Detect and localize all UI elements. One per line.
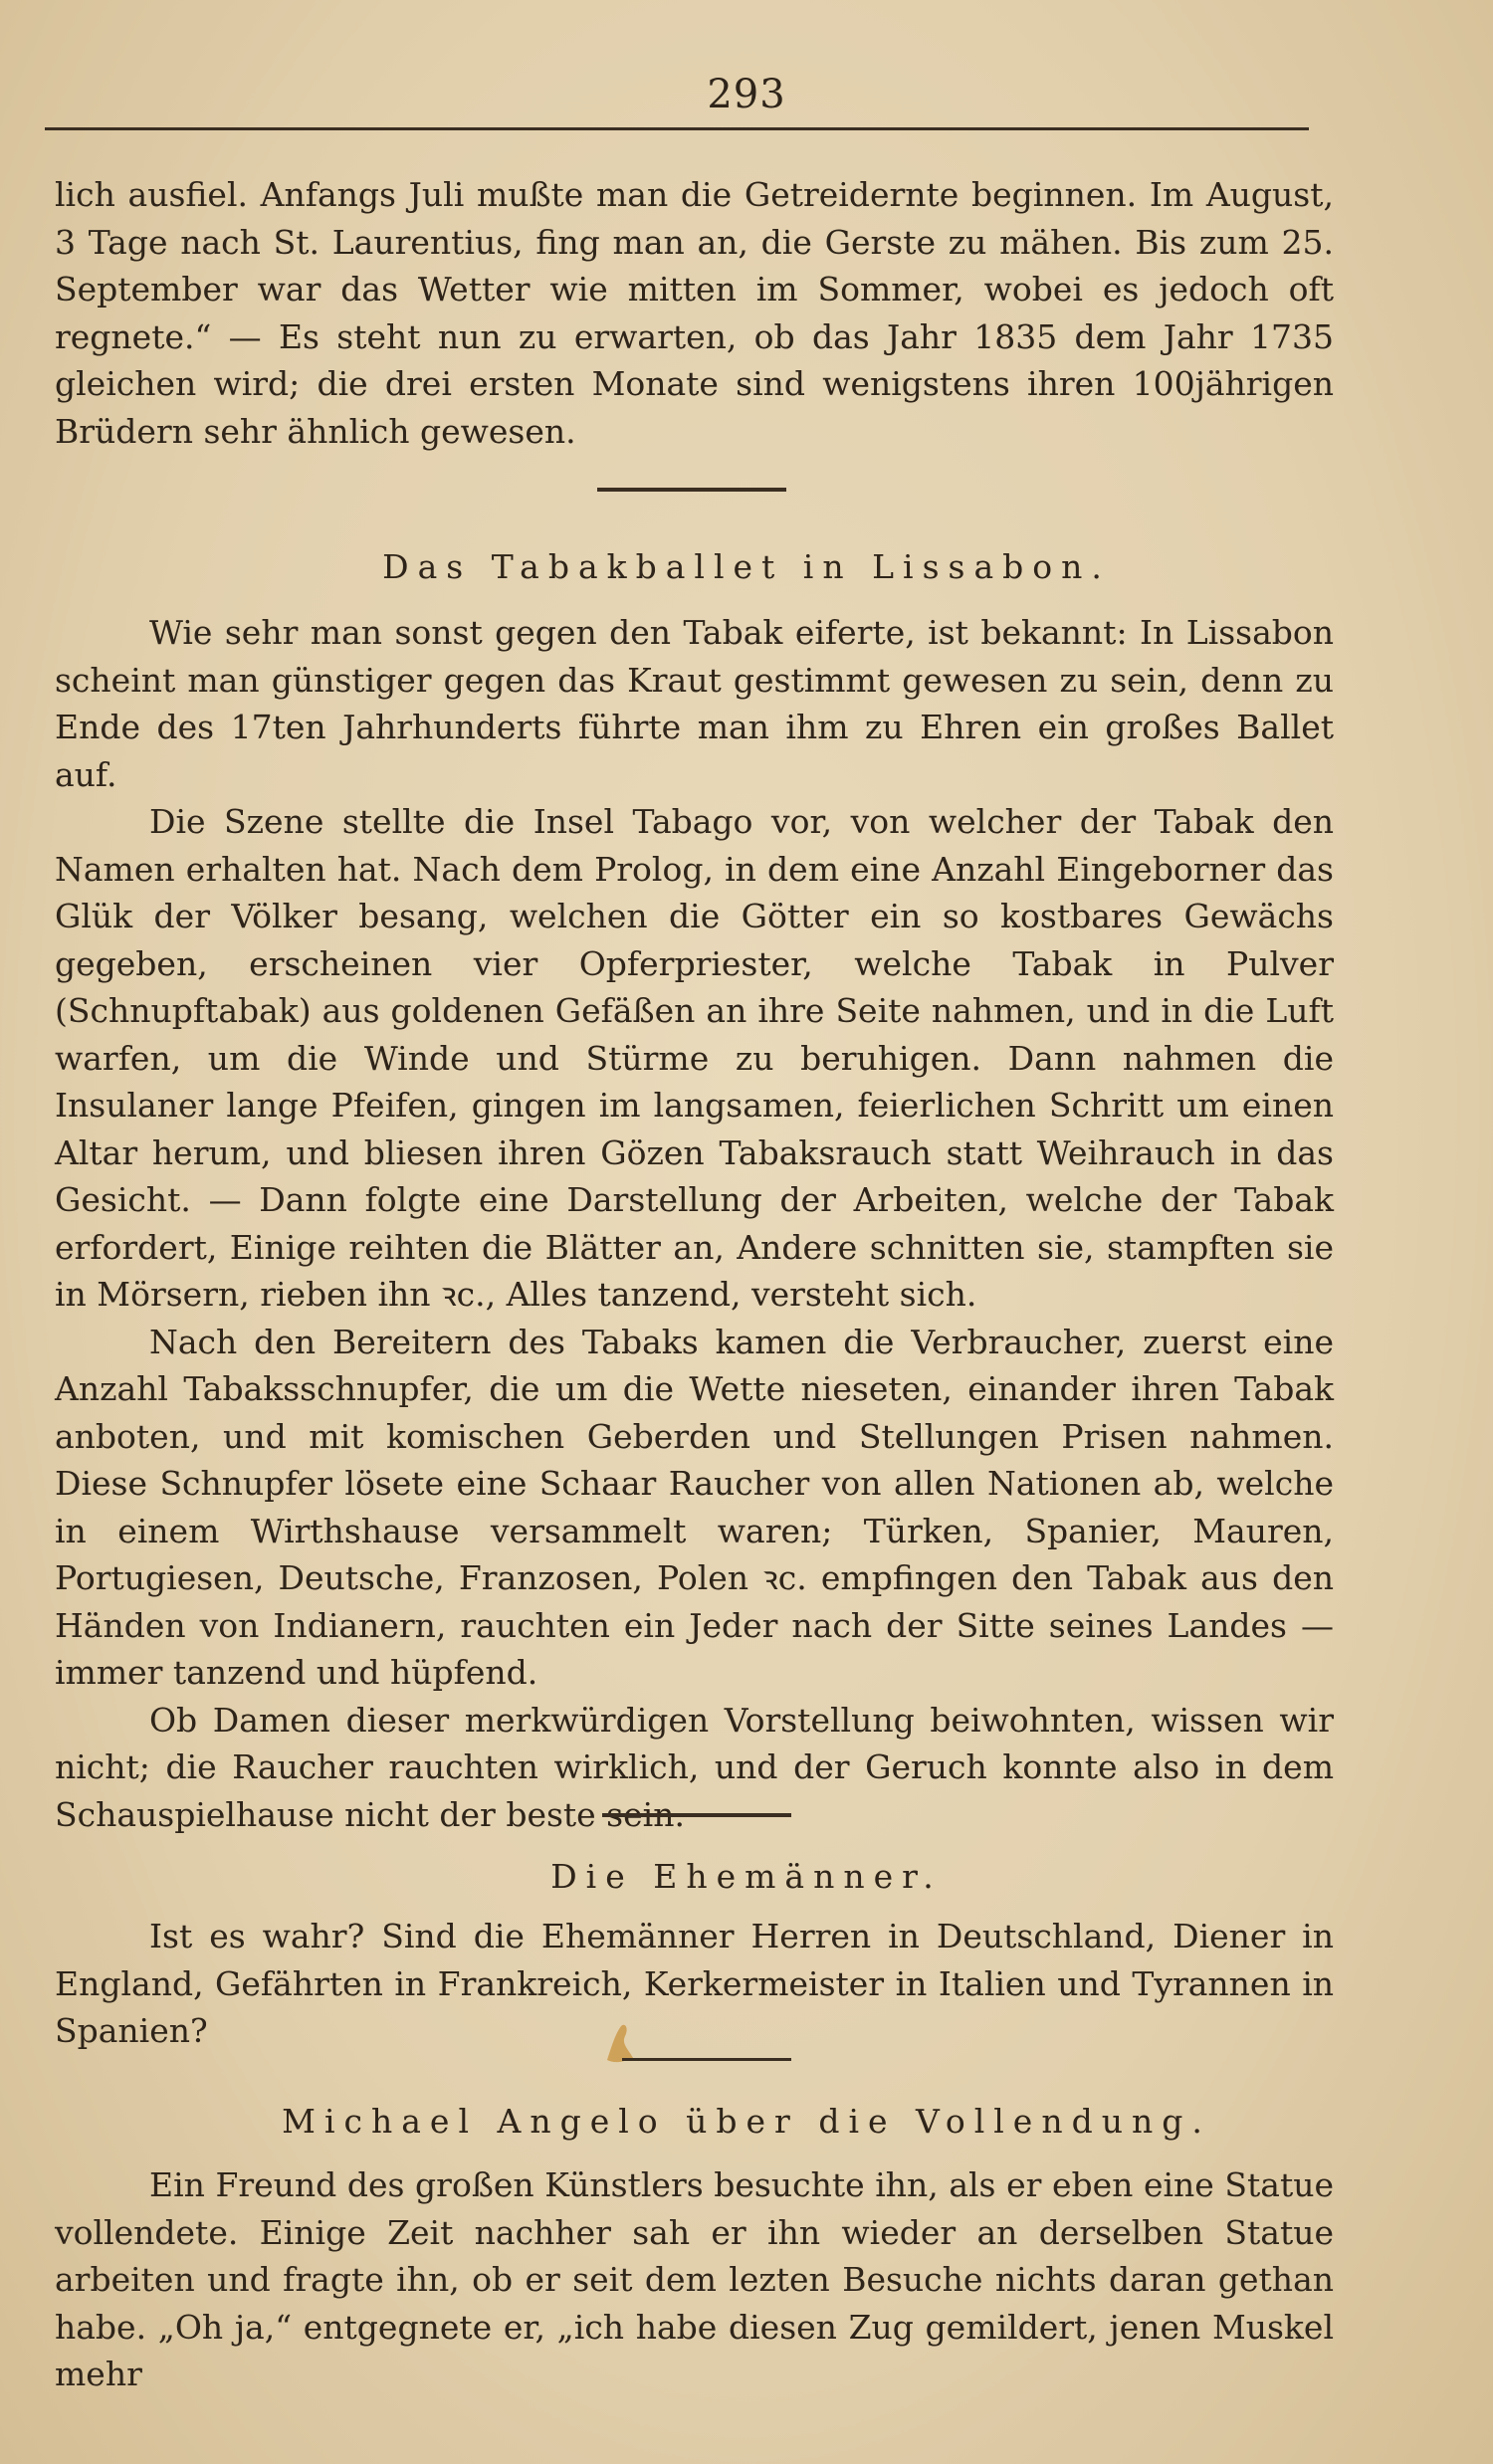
section-divider [602,1813,791,1817]
section-title-michael-angelo: Michael Angelo über die Vollendung. [282,2102,1211,2141]
section-title-ehemaenner: Die Ehemänner. [550,1857,943,1896]
header-rule [45,127,1309,130]
ehemaenner-text [55,1913,1334,2055]
paragraph: Nach den Bereitern des Tabaks kamen die Verbraucher, zuerst eine Anzahl Tabaksschnupfer, die um die Wette nieseten, einander ihren Tabak anboten, und mit komischen Geberden und Stellungen Prisen nahmen. Diese Schnupfer lösete eine Schaar Raucher von allen Nationen ab, welche in einem Wirthshause versammelt waren; Türken, Spanier, Mauren, Portugiesen, Deutsche, Franzosen, Polen ꝛc. empfingen den Tabak aus den Händen von Indianern, rauchten ein Jeder nach der Sitte seines Landes — immer tanzend und hüpfend. [55,1322,1334,1692]
paragraph: Ist es wahr? Sind die Ehemänner Herren in Deutschland, Diener in England, Gefährten in Frankreich, Kerkermeister in Italien und Tyrannen in Spanien? [55,1917,1334,2050]
paragraph: Wie sehr man sonst gegen den Tabak eiferte, ist bekannt: In Lissabon scheint man günstiger gegen das Kraut gestimmt gewesen zu sein, denn zu Ende des 17ten Jahrhunderts führte man ihm zu Ehren ein großes Ballet auf. [55,613,1334,794]
paragraph: Die Szene stellte die Insel Tabago vor, von welcher der Tabak den Namen erhalten hat. Nach dem Prolog, in dem eine Anzahl Eingeborner das Glük der Völker besang, welchen die Götter ein so kostbares Gewächs gegeben, erscheinen vier Opferpriester, welche Tabak in Pulver (Schnupftabak) aus goldenen Gefäßen an ihre Seite nahmen, und in die Luft warfen, um die Winde und Stürme zu beruhigen. Dann nahmen die Insulaner lange Pfeifen, gingen im langsamen, feierlichen Schritt um einen Altar herum, und bliesen ihren Gözen Tabaksrauch statt Weihrauch in das Gesicht. — Dann folgte eine Darstellung der Arbeiten, welche der Tabak erfordert, Einige reihten die Blätter an, Andere schnitten sie, stampften sie in Mörsern, rieben ihn ꝛc., Alles tanzend, versteht sich. [55,802,1334,1314]
section-title-tabakballet: Das Tabakballet in Lissabon. [382,547,1111,586]
intro-paragraph: lich ausfiel. Anfangs Juli mußte man die Getreidernte beginnen. Im August, 3 Tage nach St. Laurentius, fing man an, die Gerste zu mähen. Bis zum 25. September war das Wetter wie mitten im Sommer, wobei es jedoch oft regnete.“ — Es steht nun zu erwarten, ob das Jahr 1835 dem Jahr 1735 gleichen wird; die drei ersten Monate sind wenigstens ihren 100jährigen Brüdern sehr ähnlich gewesen. [55,175,1334,451]
tabakballet-text [55,609,1334,1838]
michael-angelo-text [55,2161,1334,2398]
paragraph: Ein Freund des großen Künstlers besuchte ihn, als er eben eine Statue vollendete. Einige Zeit nachher sah er ihn wieder an derselben Statue arbeiten und fragte ihn, ob er seit dem lezten Besuche nichts daran gethan habe. „Oh ja,“ entgegnete er, „ich habe diesen Zug gemildert, jenen Muskel mehr [55,2165,1334,2393]
section-divider [597,488,786,492]
section-divider [622,2058,791,2061]
paragraph: Ob Damen dieser merkwürdigen Vorstellung beiwohnten, wissen wir nicht; die Raucher rauchten wirklich, und der Geruch konnte also in dem Schauspielhause nicht der beste sein. [55,1700,1334,1834]
page-number: 293 [707,72,786,117]
intro-text [55,171,1334,455]
